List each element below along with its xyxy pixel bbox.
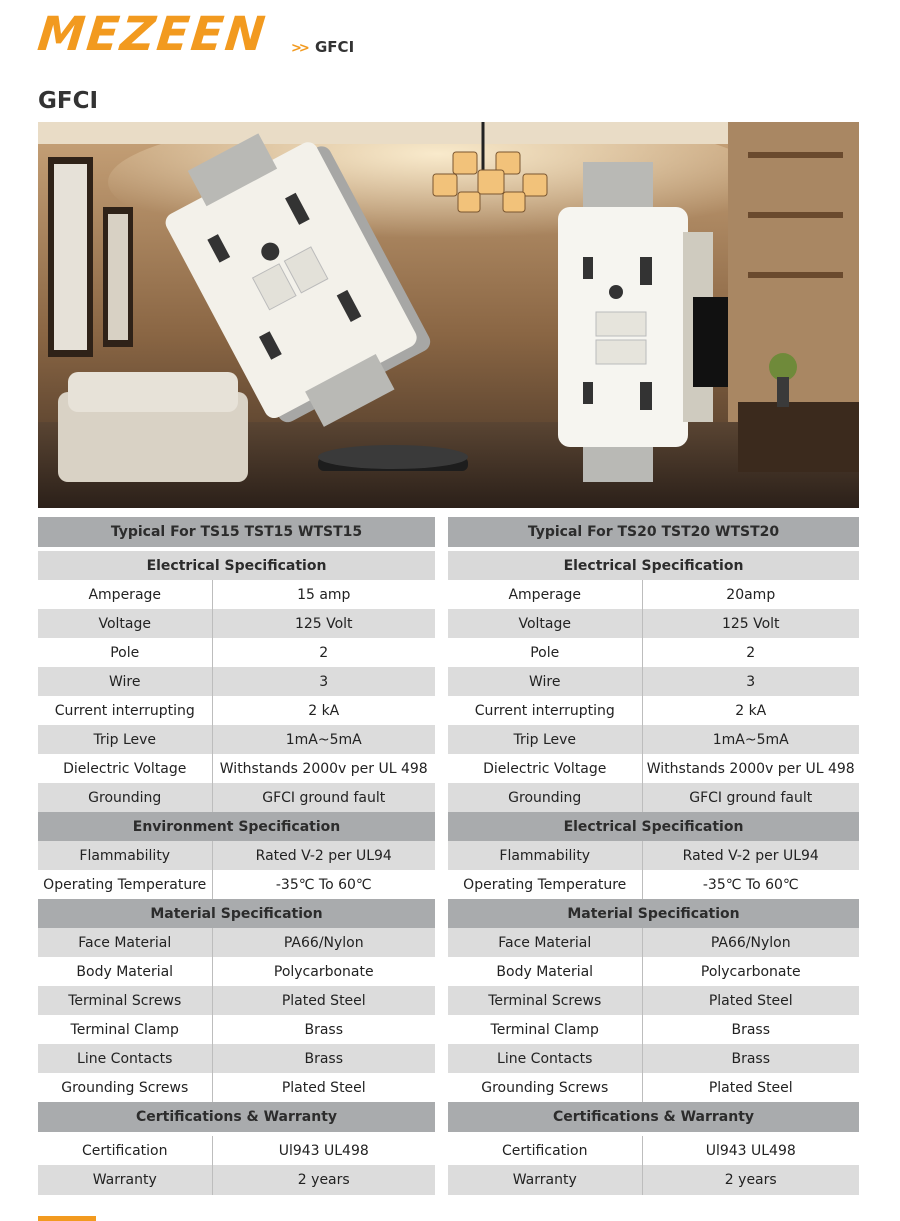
section-heading-row — [448, 899, 859, 928]
table-row — [448, 754, 859, 783]
spec-label: Body Material — [448, 957, 642, 986]
section-heading: Material Specification — [38, 899, 435, 928]
spec-label: Amperage — [38, 580, 212, 609]
section-heading-row — [38, 551, 435, 580]
table-row — [38, 1136, 435, 1165]
spec-label: Grounding Screws — [38, 1073, 212, 1102]
spec-value: -35℃ To 60℃ — [212, 870, 435, 899]
spec-label: Line Contacts — [448, 1044, 642, 1073]
table-row — [38, 1165, 435, 1195]
spec-label: Trip Leve — [448, 725, 642, 754]
spec-label: Grounding — [448, 783, 642, 812]
spec-label: Operating Temperature — [38, 870, 212, 899]
table-row — [448, 986, 859, 1015]
table-row — [38, 1073, 435, 1102]
spec-value: Ul943 UL498 — [212, 1136, 435, 1165]
spec-label: Terminal Screws — [448, 986, 642, 1015]
section-heading: Certifications & Warranty — [448, 1102, 859, 1132]
spec-value: 125 Volt — [642, 609, 859, 638]
spec-label: Operating Temperature — [448, 870, 642, 899]
section-heading-row — [448, 812, 859, 841]
spec-value: 15 amp — [212, 580, 435, 609]
spec-value: Brass — [642, 1015, 859, 1044]
spec-label: Line Contacts — [38, 1044, 212, 1073]
spec-label: Terminal Clamp — [448, 1015, 642, 1044]
section-heading-row — [38, 899, 435, 928]
table-row — [38, 638, 435, 667]
brand-tagline: GFCI — [315, 38, 355, 56]
table-row — [448, 841, 859, 870]
spec-value: 3 — [212, 667, 435, 696]
table-row — [448, 1136, 859, 1165]
table-row — [448, 928, 859, 957]
table-row — [448, 1015, 859, 1044]
table-row — [448, 870, 859, 899]
spec-value: -35℃ To 60℃ — [642, 870, 859, 899]
spec-label: Dielectric Voltage — [448, 754, 642, 783]
spec-value: Withstands 2000v per UL 498 — [212, 754, 435, 783]
table-title-row — [448, 517, 859, 547]
spec-value: 2 years — [212, 1165, 435, 1195]
spec-label: Current interrupting — [448, 696, 642, 725]
table-row — [38, 725, 435, 754]
spec-value: Rated V-2 per UL94 — [642, 841, 859, 870]
spec-value: Brass — [212, 1044, 435, 1073]
table-row — [448, 580, 859, 609]
brand-logo: MEZEEN — [35, 7, 270, 62]
table-row — [448, 957, 859, 986]
spec-label: Dielectric Voltage — [38, 754, 212, 783]
double-chevron-icon: >> — [291, 41, 307, 56]
spec-value: Ul943 UL498 — [642, 1136, 859, 1165]
spec-value: 1mA~5mA — [212, 725, 435, 754]
spec-value: 1mA~5mA — [642, 725, 859, 754]
table-row — [448, 1073, 859, 1102]
section-heading-row — [448, 551, 859, 580]
spec-label: Flammability — [38, 841, 212, 870]
spec-value: 125 Volt — [212, 609, 435, 638]
spec-value: PA66/Nylon — [642, 928, 859, 957]
spec-value: Withstands 2000v per UL 498 — [642, 754, 859, 783]
table-row — [38, 609, 435, 638]
spec-value: PA66/Nylon — [212, 928, 435, 957]
table-row — [448, 783, 859, 812]
spec-value: GFCI ground fault — [642, 783, 859, 812]
table-title: Typical For TS15 TST15 WTST15 — [38, 517, 435, 547]
table-row — [448, 1044, 859, 1073]
spec-label: Trip Leve — [38, 725, 212, 754]
spec-value: Plated Steel — [642, 1073, 859, 1102]
spec-value: Plated Steel — [642, 986, 859, 1015]
table-title: Typical For TS20 TST20 WTST20 — [448, 517, 859, 547]
table-row — [448, 696, 859, 725]
section-heading-row — [448, 1102, 859, 1132]
table-row — [448, 1165, 859, 1195]
spec-value: GFCI ground fault — [212, 783, 435, 812]
spec-value: 2 kA — [212, 696, 435, 725]
table-row — [38, 986, 435, 1015]
table-row — [38, 783, 435, 812]
section-heading-row — [38, 1102, 435, 1132]
spec-label: Certification — [448, 1136, 642, 1165]
table-row — [448, 609, 859, 638]
page-title: GFCI — [38, 88, 99, 114]
table-row — [38, 841, 435, 870]
table-row — [38, 580, 435, 609]
spec-label: Terminal Screws — [38, 986, 212, 1015]
spec-label: Wire — [448, 667, 642, 696]
right-spec-table — [448, 517, 859, 1195]
table-row — [448, 725, 859, 754]
table-row — [38, 754, 435, 783]
section-heading: Material Specification — [448, 899, 859, 928]
left-spec-table — [38, 517, 435, 1195]
spec-value: 3 — [642, 667, 859, 696]
section-heading: Electrical Specification — [38, 551, 435, 580]
table-row — [38, 696, 435, 725]
spec-value: 2 — [642, 638, 859, 667]
table-row — [38, 667, 435, 696]
table-row — [38, 1015, 435, 1044]
hero-image — [38, 122, 859, 508]
spec-label: Amperage — [448, 580, 642, 609]
spec-label: Flammability — [448, 841, 642, 870]
table-row — [38, 1044, 435, 1073]
spec-label: Voltage — [448, 609, 642, 638]
table-row — [448, 667, 859, 696]
section-heading: Electrical Specification — [448, 812, 859, 841]
spec-label: Current interrupting — [38, 696, 212, 725]
spec-label: Pole — [38, 638, 212, 667]
spec-label: Wire — [38, 667, 212, 696]
spec-label: Warranty — [448, 1165, 642, 1195]
section-heading: Environment Specification — [38, 812, 435, 841]
spec-label: Face Material — [38, 928, 212, 957]
table-row — [38, 928, 435, 957]
section-heading: Electrical Specification — [448, 551, 859, 580]
spec-value: Rated V-2 per UL94 — [212, 841, 435, 870]
spec-label: Face Material — [448, 928, 642, 957]
table-row — [448, 638, 859, 667]
table-row — [38, 870, 435, 899]
spec-value: 2 years — [642, 1165, 859, 1195]
spec-value: 2 — [212, 638, 435, 667]
spec-label: Certification — [38, 1136, 212, 1165]
spec-label: Voltage — [38, 609, 212, 638]
spec-value: 2 kA — [642, 696, 859, 725]
table-title-row — [38, 517, 435, 547]
spec-label: Body Material — [38, 957, 212, 986]
spec-value: Plated Steel — [212, 986, 435, 1015]
spec-value: Brass — [642, 1044, 859, 1073]
spec-label: Warranty — [38, 1165, 212, 1195]
spec-value: 20amp — [642, 580, 859, 609]
spec-label: Pole — [448, 638, 642, 667]
spec-value: Polycarbonate — [212, 957, 435, 986]
spec-value: Plated Steel — [212, 1073, 435, 1102]
spec-value: Polycarbonate — [642, 957, 859, 986]
spec-label: Grounding — [38, 783, 212, 812]
section-heading-row — [38, 812, 435, 841]
brand-header — [35, 7, 368, 62]
spec-label: Grounding Screws — [448, 1073, 642, 1102]
spec-value: Brass — [212, 1015, 435, 1044]
section-heading: Certifications & Warranty — [38, 1102, 435, 1132]
footer-accent-bar — [38, 1216, 96, 1221]
spec-label: Terminal Clamp — [38, 1015, 212, 1044]
table-row — [38, 957, 435, 986]
